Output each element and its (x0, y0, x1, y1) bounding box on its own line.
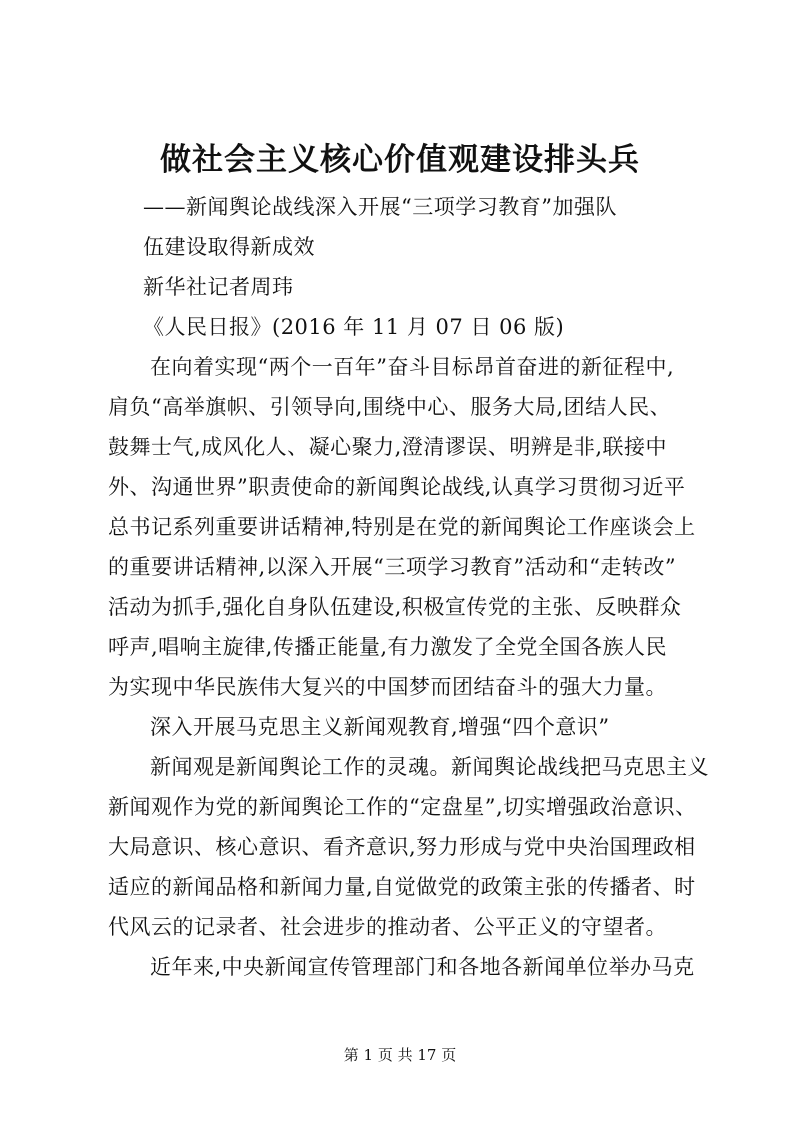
paragraph-1-line: 在向着实现“两个一百年”奋斗目标昂首奋进的新征程中, (150, 355, 675, 379)
paragraph-1-line: 呼声,唱响主旋律,传播正能量,有力激发了全党全国各族人民 (108, 635, 668, 659)
paragraph-2-line: 新闻观作为党的新闻舆论工作的“定盘星”,切实增强政治意识、 (108, 795, 697, 819)
byline: 新华社记者周玮 (143, 275, 294, 299)
paragraph-1-line: 总书记系列重要讲话精神,特别是在党的新闻舆论工作座谈会上 (108, 515, 696, 539)
paragraph-1-line: 肩负“高举旗帜、引领导向,围绕中心、服务大局,团结人民、 (108, 395, 672, 419)
paragraph-1-line: 的重要讲话精神,以深入开展“三项学习教育”活动和“走转改” (108, 555, 677, 579)
paragraph-3-line: 近年来,中央新闻宣传管理部门和各地各新闻单位举办马克 (150, 955, 695, 979)
section-heading: 深入开展马克思主义新闻观教育,增强“四个意识” (150, 715, 610, 739)
document-title: 做社会主义核心价值观建设排头兵 (160, 142, 640, 178)
paragraph-1-line: 活动为抓手,强化自身队伍建设,积极宣传党的主张、反映群众 (108, 595, 682, 619)
subtitle-line-1: ——新闻舆论战线深入开展“三项学习教育”加强队 (143, 195, 617, 219)
paragraph-2-line: 大局意识、核心意识、看齐意识,努力形成与党中央治国理政相 (108, 835, 696, 859)
page-number: 第 1 页 共 17 页 (343, 1046, 457, 1064)
paragraph-2-line: 新闻观是新闻舆论工作的灵魂。新闻舆论战线把马克思主义 (150, 755, 709, 779)
paragraph-1-line: 鼓舞士气,成风化人、凝心聚力,澄清谬误、明辨是非,联接中 (108, 435, 668, 459)
paragraph-1-line: 为实现中华民族伟大复兴的中国梦而团结奋斗的强大力量。 (108, 675, 667, 699)
subtitle-line-2: 伍建设取得新成效 (143, 235, 315, 259)
paragraph-2-line: 代风云的记录者、社会进步的推动者、公平正义的守望者。 (108, 915, 667, 939)
source-line: 《人民日报》(2016 年 11 月 07 日 06 版) (143, 315, 565, 339)
paragraph-2-line: 适应的新闻品格和新闻力量,自觉做党的政策主张的传播者、时 (108, 875, 696, 899)
paragraph-1-line: 外、沟通世界”职责使命的新闻舆论战线,认真学习贯彻习近平 (108, 475, 686, 499)
